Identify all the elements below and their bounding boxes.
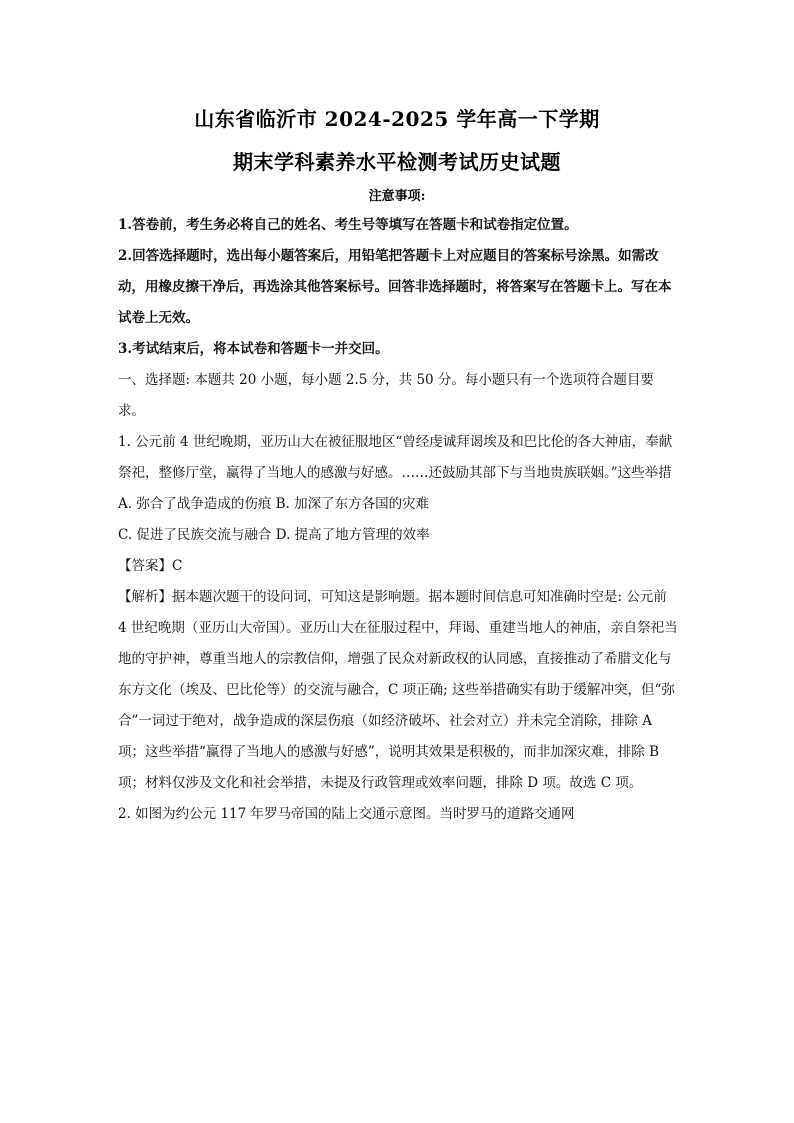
question-1-stem: 1. 公元前 4 世纪晚期，亚历山大在被征服地区“曾经虔诚拜谒埃及和巴比伦的各大神庙，奉献祭祀，整修厅堂，赢得了当地人的感激与好感。……还鼓励其部下与当地贵族联姻。”这些举措 xyxy=(118,434,673,481)
notice-item-3: 3.考试结束后，将本试卷和答题卡一并交回。 xyxy=(118,341,389,357)
question-1-answer: 【答案】C xyxy=(118,558,183,574)
section-heading: 一、选择题: 本题共 20 小题，每小题 2.5 分，共 50 分。每小题只有一个选项符合题目要求。 xyxy=(118,372,654,419)
content-block xyxy=(118,365,678,830)
question-1-analysis: 【解析】据本题次题干的设问词，可知这是影响题。据本题时间信息可知准确时空是: 公元前 4 世纪晚期（亚历山大帝国）。亚历山大在征服过程中，拜谒、重建当地人的神庙，亲自祭祀当地的守护神，尊重当地人的宗教信仰，增强了民众对新政权的认同感，直接推动了希腊文化与东方文化（埃及、巴比伦等）的交流与融合，C 项正确; 这些举措确实有助于缓解冲突，但“弥合”一词过于绝对，战争造成的深层伤痕（如经济破坏、社会对立）并未完全消除，排除 A 项；这些举措“赢得了当地人的感激与好感”，说明其效果是积极的，而非加深灾难，排除 B 项；材料仅涉及文化和社会举措，未提及行政管理或效率问题，排除 D 项。故选 C 项。 xyxy=(118,589,678,791)
notices-block xyxy=(118,210,678,365)
question-2-stem: 2. 如图为约公元 117 年罗马帝国的陆上交通示意图。当时罗马的道路交通网 xyxy=(118,806,575,822)
notice-item-2: 2.回答选择题时，选出每小题答案后，用铅笔把答题卡上对应题目的答案标号涂黑。如需改动，用橡皮擦干净后，再选涂其他答案标号。回答非选择题时，将答案写在答题卡上。写在本试卷上无效。 xyxy=(118,248,672,326)
document-title-line1: 山东省临沂市 2024-2025 学年高一下学期 xyxy=(194,107,600,131)
notice-item-1: 1.答卷前，考生务必将自己的姓名、考生号等填写在答题卡和试卷指定位置。 xyxy=(118,217,578,233)
question-1-options-row-2: C. 促进了民族交流与融合 D. 提高了地方管理的效率 xyxy=(118,527,430,543)
question-1-options-row-1: A. 弥合了战争造成的伤痕 B. 加深了东方各国的灾难 xyxy=(118,496,430,512)
document-title-line2: 期末学科素养水平检测考试历史试题 xyxy=(233,150,561,174)
notice-heading: 注意事项: xyxy=(368,189,426,204)
